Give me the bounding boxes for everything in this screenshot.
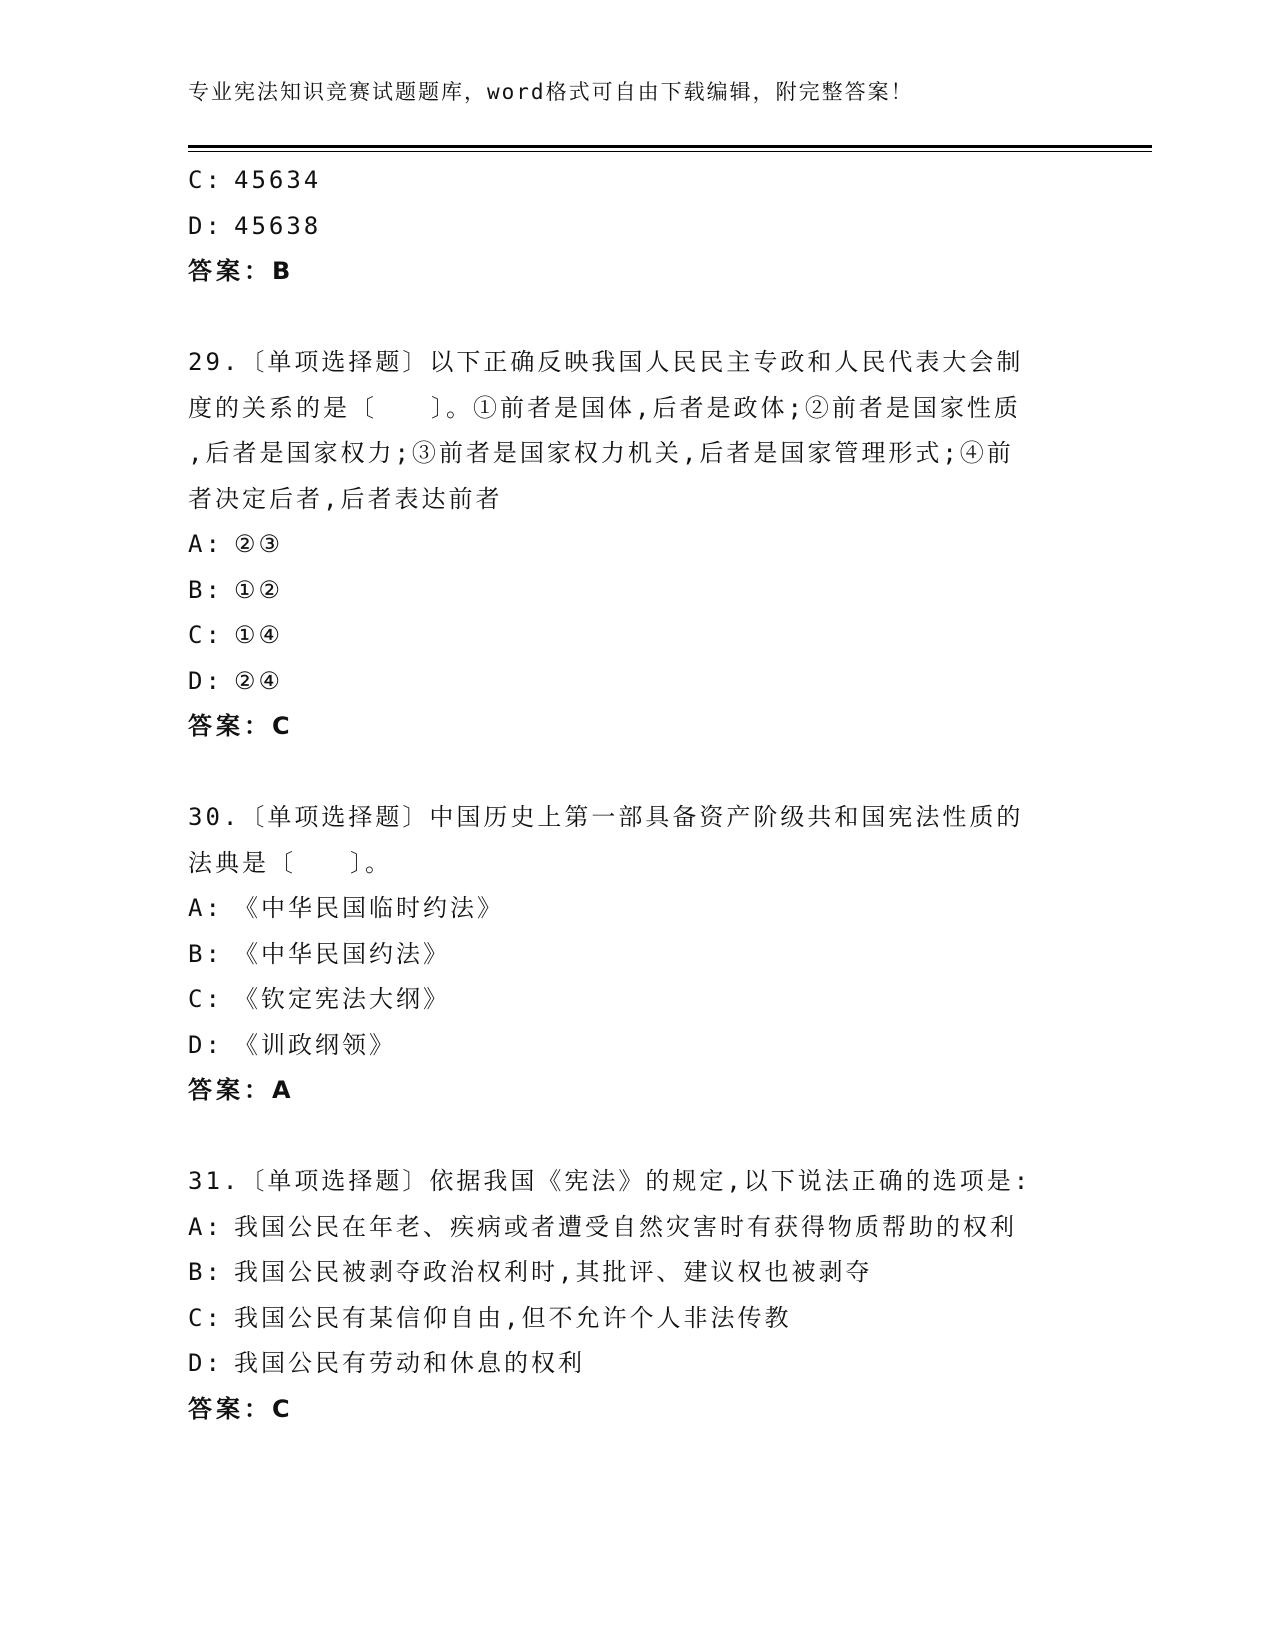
option-d: [188, 204, 1088, 250]
question-stem-line: 度的关系的是〔 〕。①前者是国体,后者是政体;②前者是国家性质: [188, 393, 1021, 422]
header-rule-thin: [188, 151, 1152, 152]
option-a: [188, 886, 1088, 932]
option-text: 《钦定宪法大纲》: [234, 985, 450, 1013]
question-30: [188, 795, 1088, 1114]
option-text: ①④: [234, 621, 284, 649]
question-29: [188, 340, 1088, 750]
option-c: [188, 613, 1088, 659]
option-text: 我国公民在年老、疾病或者遭受自然灾害时有获得物质帮助的权利: [234, 1212, 1017, 1241]
answer-line: 答案：B: [188, 257, 295, 285]
question-stem-line: 29.〔单项选择题〕以下正确反映我国人民民主专政和人民代表大会制: [188, 348, 1024, 376]
option-c: [188, 1296, 1088, 1342]
option-b: [188, 1250, 1088, 1296]
option-text: ②③: [234, 530, 284, 558]
question-stem-line: 者决定后者,后者表达前者: [188, 484, 503, 513]
option-text: 我国公民有某信仰自由,但不允许个人非法传教: [234, 1303, 792, 1332]
option-c: [188, 158, 1088, 204]
option-label: D:: [188, 666, 223, 695]
option-b: [188, 932, 1088, 978]
question-stem-line: 31.〔单项选择题〕依据我国《宪法》的规定,以下说法正确的选项是:: [188, 1167, 1032, 1195]
answer-line: 答案：A: [188, 1076, 295, 1104]
option-text: 我国公民有劳动和休息的权利: [234, 1349, 585, 1377]
option-a: [188, 1205, 1088, 1251]
option-text: 《中华民国临时约法》: [234, 894, 504, 922]
answer-line: 答案：C: [188, 712, 294, 740]
carryover-block: [188, 158, 1088, 295]
option-label: B:: [188, 1258, 223, 1286]
option-label: C:: [188, 166, 223, 194]
option-label: C:: [188, 1303, 223, 1332]
option-text: 《训政纲领》: [234, 1030, 396, 1059]
option-text: 《中华民国约法》: [234, 939, 450, 968]
option-label: D:: [188, 1030, 223, 1059]
option-label: D:: [188, 1349, 223, 1377]
option-text: ②④: [234, 666, 284, 695]
question-stem-line: 30.〔单项选择题〕中国历史上第一部具备资产阶级共和国宪法性质的: [188, 803, 1024, 831]
option-label: B:: [188, 939, 223, 968]
option-text: ①②: [234, 575, 284, 604]
option-label: A:: [188, 530, 223, 558]
answer-line: 答案：C: [188, 1394, 294, 1423]
option-text: 45634: [234, 166, 322, 194]
header-rule-thick: [188, 145, 1152, 148]
option-label: C:: [188, 621, 223, 649]
option-label: D:: [188, 211, 223, 240]
option-c: [188, 977, 1088, 1023]
option-d: [188, 1341, 1088, 1387]
document-body: [188, 158, 1088, 1432]
option-label: A:: [188, 894, 223, 922]
option-text: 我国公民被剥夺政治权利时,其批评、建议权也被剥夺: [234, 1258, 873, 1286]
option-label: C:: [188, 985, 223, 1013]
option-label: A:: [188, 1212, 223, 1241]
option-d: [188, 659, 1088, 705]
option-d: [188, 1023, 1088, 1069]
option-label: B:: [188, 575, 223, 604]
question-stem-line: 法典是〔 〕。: [188, 848, 392, 877]
question-stem-line: ,后者是国家权力;③前者是国家权力机关,后者是国家管理形式;④前: [188, 439, 1014, 467]
document-header: 专业宪法知识竞赛试题题库，word格式可自由下载编辑，附完整答案！: [188, 80, 914, 104]
option-a: [188, 522, 1088, 568]
question-31: [188, 1159, 1088, 1432]
option-b: [188, 568, 1088, 614]
option-text: 45638: [234, 211, 322, 240]
